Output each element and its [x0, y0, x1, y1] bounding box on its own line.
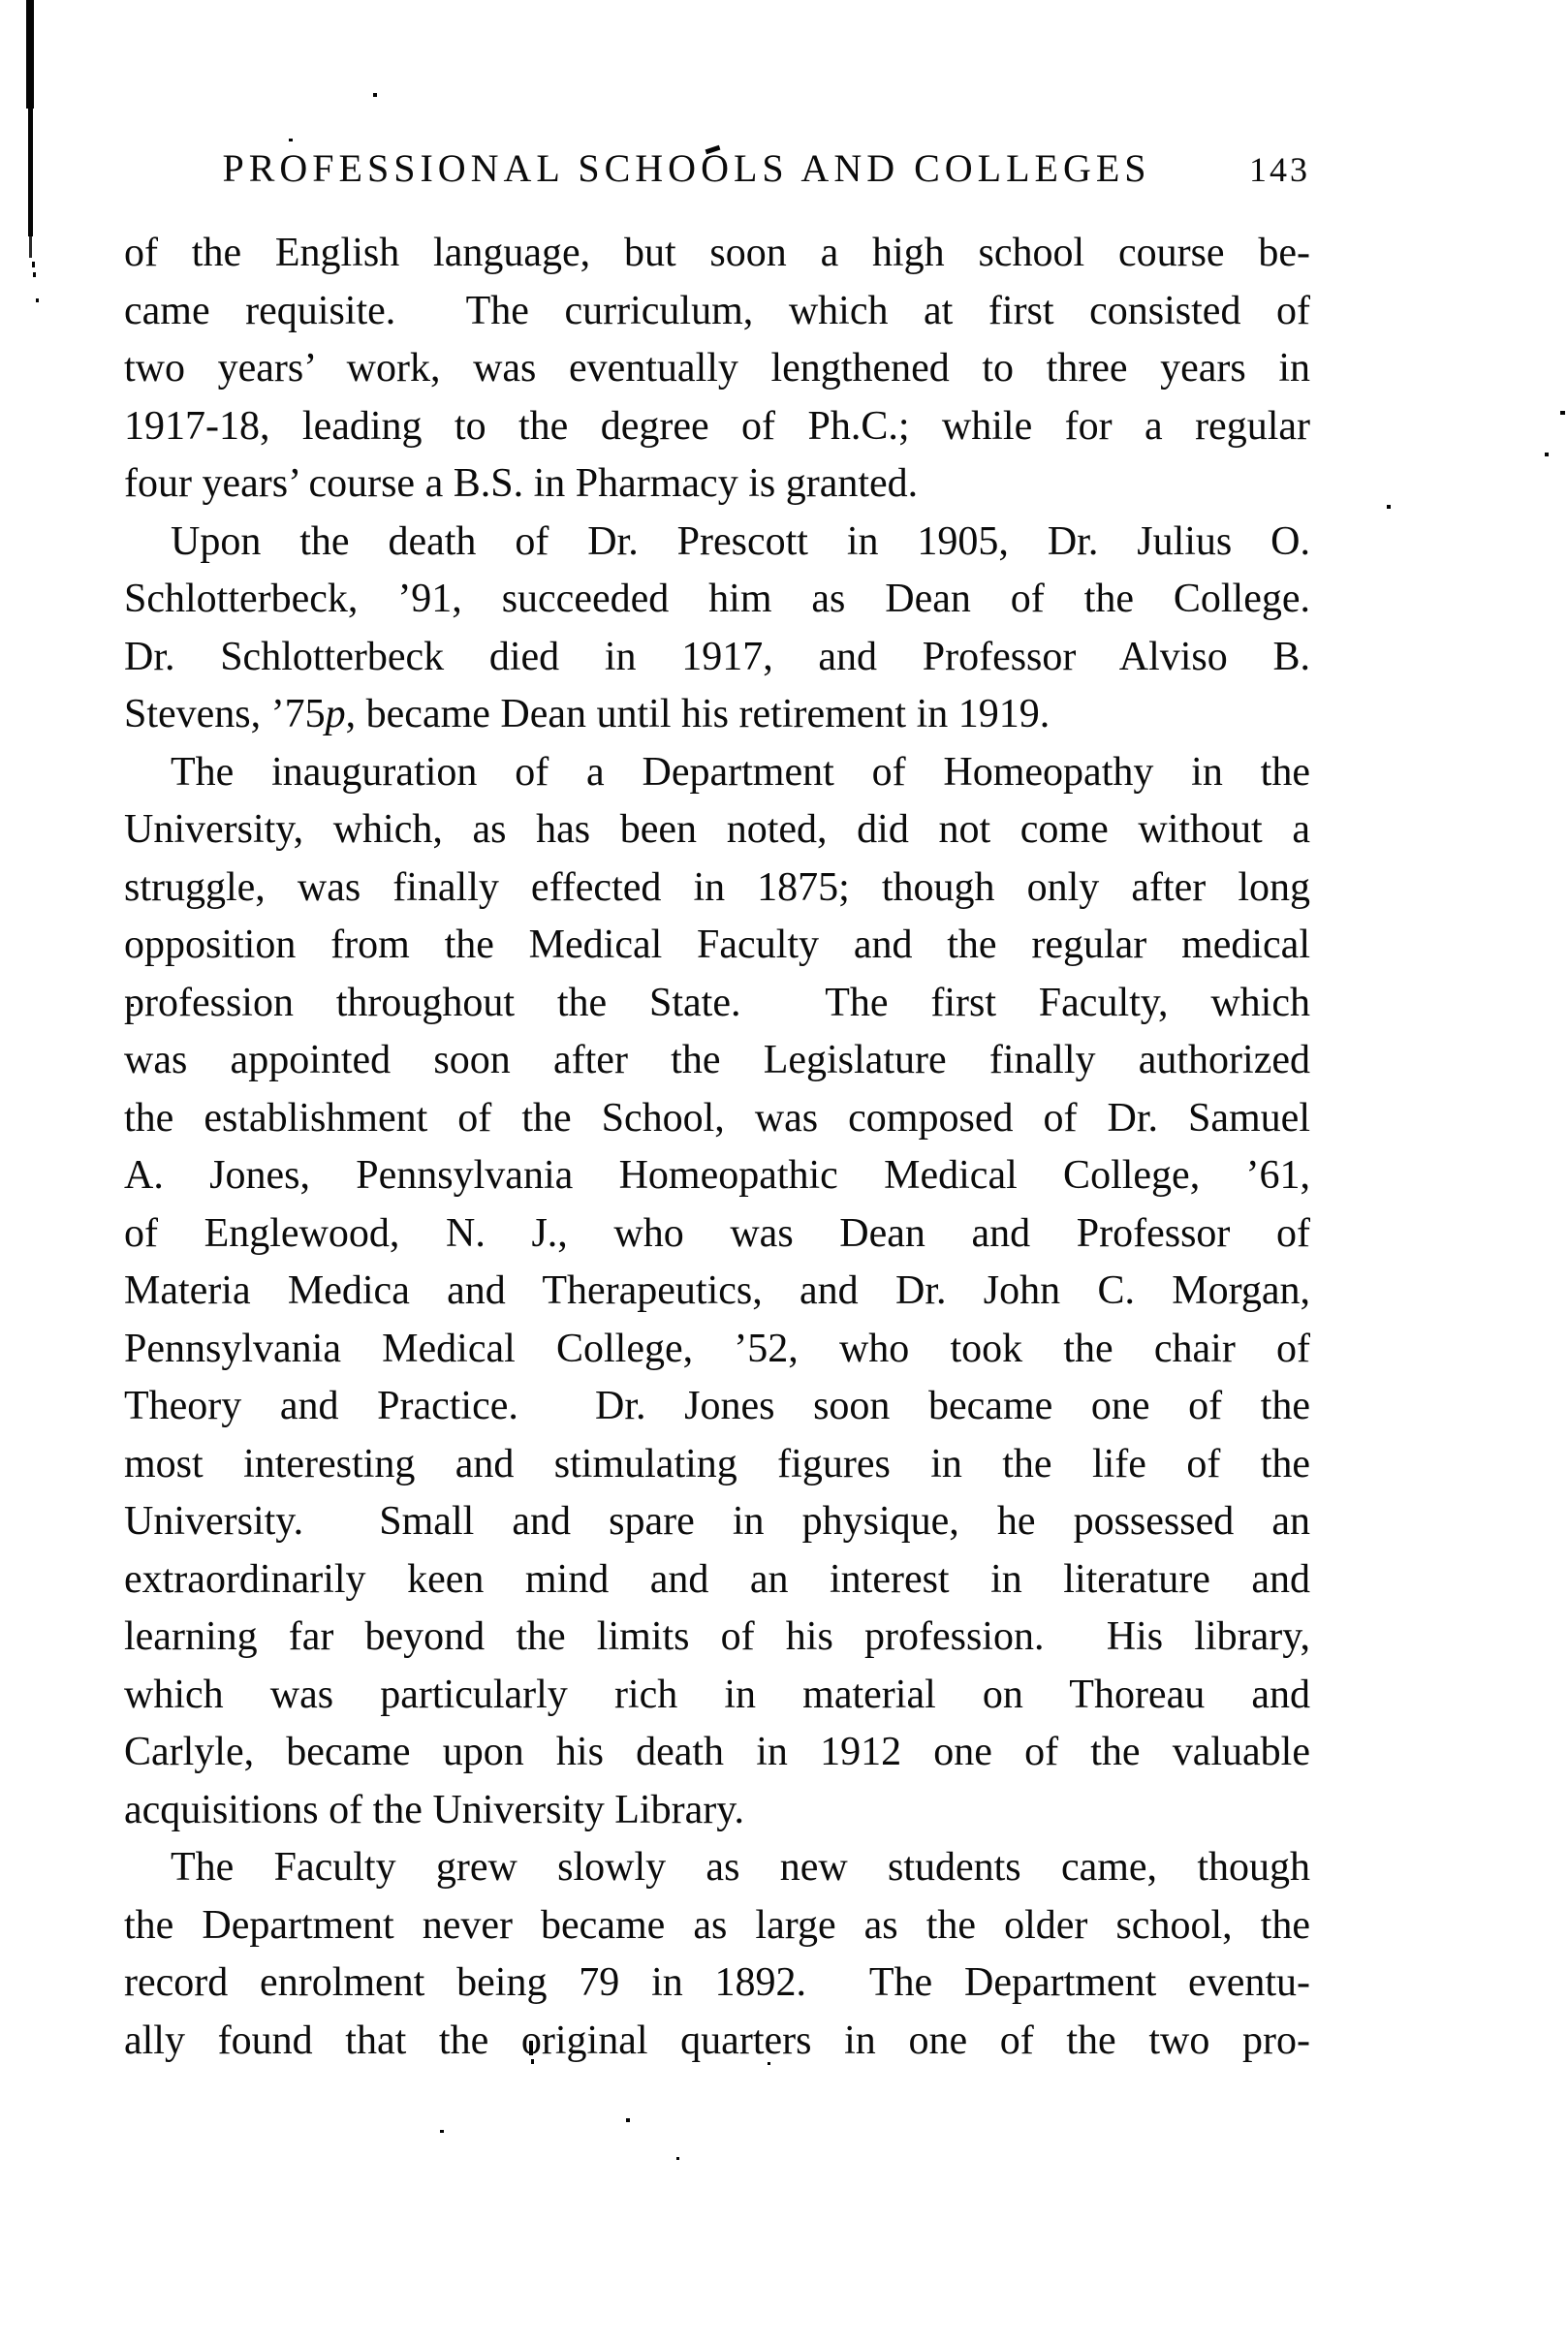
text-segment: Schlotterbeck, ’91, succeeded him as Dean of the College.	[124, 577, 1310, 621]
text-line	[124, 975, 1310, 1033]
running-head	[124, 145, 1310, 191]
text-line	[124, 514, 1310, 572]
text-segment: the establishment of the School, was composed of Dr. Samuel	[124, 1095, 1310, 1141]
paragraph	[124, 1839, 1310, 2070]
text-line	[124, 1032, 1310, 1090]
text-line	[124, 455, 1310, 514]
text-line	[124, 917, 1310, 975]
text-segment: ally found that the original quarters in one of the two pro-	[124, 2018, 1310, 2063]
text-line	[124, 801, 1310, 860]
paragraph	[124, 744, 1310, 1840]
text-line	[124, 1551, 1310, 1610]
text-segment: Dr. Schlotterbeck died in 1917, and Professor Alviso B.	[124, 634, 1310, 679]
text-segment: struggle, was finally effected in 1875; though only after long	[124, 864, 1310, 910]
text-line	[124, 1782, 1310, 1840]
text-line	[124, 283, 1310, 341]
text-line	[124, 225, 1310, 283]
text-segment: University. Small and spare in physique, he possessed an	[124, 1499, 1310, 1544]
ink-speck	[1545, 453, 1549, 456]
page-number: 143	[1249, 150, 1310, 189]
text-segment: Upon the death of Dr. Prescott in 1905, Dr. Julius O.	[171, 518, 1310, 564]
ink-speck	[676, 2157, 679, 2160]
text-line	[124, 1493, 1310, 1551]
text-segment: Materia Medica and Therapeutics, and Dr. John C. Morgan,	[124, 1268, 1310, 1313]
text-line	[124, 1147, 1310, 1205]
text-line	[124, 1205, 1310, 1264]
text-segment: , became Dean until his retirement in 1919.	[345, 692, 1051, 736]
ink-speck	[373, 93, 377, 97]
ink-speck	[32, 262, 35, 267]
ink-speck	[33, 272, 36, 277]
paragraph	[124, 514, 1310, 744]
text-segment: the Department never became as large as the older school, the	[124, 1902, 1310, 1948]
text-segment: Theory and Practice. Dr. Jones soon became one of the	[124, 1384, 1310, 1428]
text-segment: Pennsylvania Medical College, ’52, who took the chair of	[124, 1326, 1310, 1371]
paragraph	[124, 225, 1310, 514]
text-segment: A. Jones, Pennsylvania Homeopathic Medical College, ’61,	[124, 1153, 1310, 1198]
ink-speck	[440, 2130, 444, 2133]
text-line	[124, 1090, 1310, 1148]
text-segment: of Englewood, N. J., who was Dean and Professor of	[124, 1210, 1310, 1256]
text-segment: which was particularly rich in material on Thoreau and	[124, 1672, 1310, 1717]
text-line	[124, 1321, 1310, 1379]
ink-speck	[289, 139, 293, 141]
text-segment: opposition from the Medical Faculty and the regular medical	[124, 923, 1310, 967]
text-line	[124, 1667, 1310, 1725]
running-head-title: PROFESSIONAL SCHOOLS AND COLLEGES	[222, 146, 1151, 190]
text-line	[124, 860, 1310, 918]
text-line	[124, 1436, 1310, 1494]
text-segment: four years’ course a B.S. in Pharmacy is granted.	[124, 461, 919, 506]
text-segment: University, which, as has been noted, did not come without a	[124, 807, 1310, 852]
text-line	[124, 744, 1310, 802]
text-segment: of the English language, but soon a high school course be-	[124, 231, 1310, 275]
text-segment: extraordinarily keen mind and an interest in literature and	[124, 1556, 1310, 1602]
text-segment: The Faculty grew slowly as new students came, though	[171, 1845, 1310, 1890]
text-line	[124, 1609, 1310, 1667]
text-line	[124, 629, 1310, 687]
text-line	[124, 571, 1310, 629]
scan-edge-line	[26, 0, 34, 109]
text-segment: acquisitions of the University Library.	[124, 1787, 744, 1832]
body-text	[124, 225, 1310, 2070]
text-segment: 1917-18, leading to the degree of Ph.C.; while for a regular	[124, 403, 1310, 449]
text-segment: profession throughout the State. The first Faculty, which	[124, 980, 1310, 1025]
text-line	[124, 1897, 1310, 1955]
ink-speck	[1560, 411, 1565, 415]
text-segment: Stevens, ’75	[124, 692, 326, 736]
text-line	[124, 1955, 1310, 2013]
text-line	[124, 1263, 1310, 1321]
text-line	[124, 340, 1310, 398]
text-segment: was appointed soon after the Legislature finally authorized	[124, 1038, 1310, 1082]
scan-edge-line	[29, 233, 32, 258]
text-segment: most interesting and stimulating figures in the life of the	[124, 1441, 1310, 1486]
scan-edge-line	[28, 105, 33, 236]
text-segment: two years’ work, was eventually lengthened to three years in	[124, 346, 1310, 391]
ink-speck	[1387, 505, 1391, 509]
text-segment: came requisite. The curriculum, which at first consisted of	[124, 288, 1310, 333]
ink-speck	[626, 2118, 630, 2122]
text-line	[124, 2013, 1310, 2071]
text-line	[124, 398, 1310, 456]
text-line	[124, 1839, 1310, 1897]
text-segment: learning far beyond the limits of his profession. His library,	[124, 1614, 1310, 1659]
text-line	[124, 1378, 1310, 1436]
text-line	[124, 686, 1310, 744]
ink-speck	[36, 298, 39, 302]
text-segment: Carlyle, became upon his death in 1912 one of the valuable	[124, 1730, 1310, 1774]
text-line	[124, 1724, 1310, 1782]
text-segment: The inauguration of a Department of Homeopathy in the	[171, 749, 1310, 795]
italic-text: p	[325, 692, 346, 736]
text-segment: record enrolment being 79 in 1892. The Department eventu-	[124, 1960, 1310, 2005]
